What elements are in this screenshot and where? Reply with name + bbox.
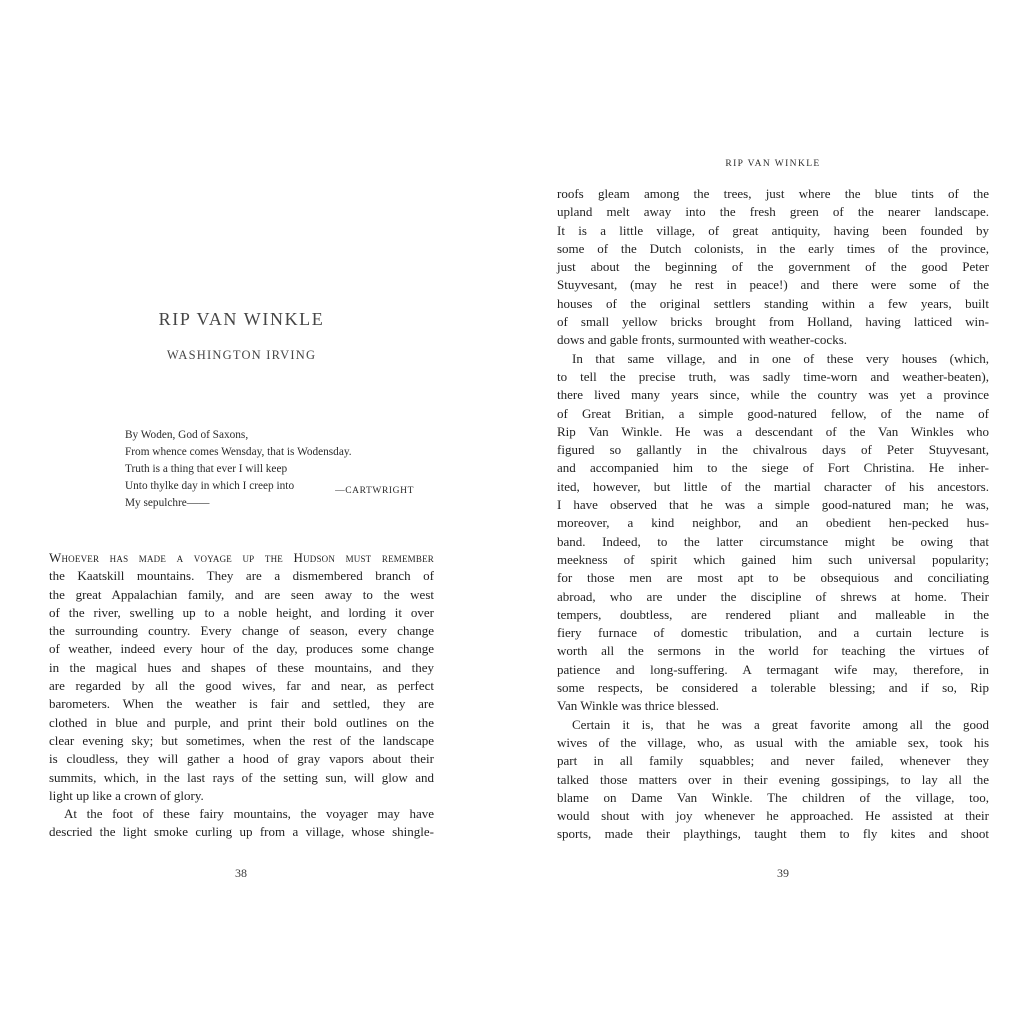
text-line: some of the Dutch colonists, in the early times of the province,: [557, 240, 989, 256]
text-line: to tell the precise truth, was sadly time-worn and weather-beaten),: [557, 368, 989, 384]
text-line: band. Indeed, to the latter circumstance might be owing that: [557, 533, 989, 549]
text-line: houses of the original settlers standing within a few years, built: [557, 295, 989, 311]
text-line: In that same village, and in one of these very houses (which,: [572, 350, 989, 366]
text-line: of small yellow bricks brought from Holland, having latticed win-: [557, 314, 989, 330]
text-line: of the river, swelling up to a noble height, and lording it over: [49, 604, 434, 620]
text-line: the Kaatskill mountains. They are a dismembered branch of: [49, 568, 434, 584]
epigraph-line: From whence comes Wensday, that is Wodensday.: [125, 446, 352, 458]
epigraph-line: My sepulchre——: [125, 497, 210, 509]
running-head: RIP VAN WINKLE: [725, 159, 821, 169]
text-line: descried the light smoke curling up from a village, whose shingle-: [49, 824, 434, 840]
epigraph: [125, 427, 425, 512]
text-line: is cloudless, they will gather a hood of gray vapors about their: [49, 751, 434, 767]
story-title: RIP VAN WINKLE: [158, 309, 325, 329]
epigraph-line: Unto thylke day in which I creep into: [125, 480, 295, 492]
text-line: for those men are most apt to be obsequious and conciliating: [557, 570, 989, 586]
text-line: fiery furnace of domestic tribulation, and a curtain lecture is: [557, 625, 989, 641]
text-line: the surrounding country. Every change of season, every change: [49, 623, 434, 639]
text-line: patience and long-suffering. A termagant wife may, therefore, in: [557, 661, 989, 677]
page-number: 39: [777, 866, 789, 880]
text-line: Stuyvesant, (may he rest in peace!) and there were some of the: [557, 277, 989, 293]
text-line: tempers, doubtless, are rendered pliant and malleable in the: [557, 606, 989, 622]
right-body-text: [557, 185, 989, 844]
text-line: ited, however, but little of the martial character of his ancestors.: [557, 478, 989, 494]
text-line: roofs gleam among the trees, just where the blue tints of the: [557, 186, 989, 201]
text-line: light up like a crown of glory.: [49, 787, 204, 803]
text-line: the great Appalachian family, and are seen away to the west: [49, 586, 434, 602]
right-page: [512, 0, 1024, 1024]
text-line: sports, made their playthings, taught them to fly kites and shoot: [557, 826, 989, 842]
text-line: Van Winkle was thrice blessed.: [557, 698, 720, 714]
text-line: some respects, be considered a tolerable blessing; and if so, Rip: [557, 680, 989, 696]
author-name: WASHINGTON IRVING: [166, 348, 317, 362]
text-line: moreover, a kind neighbor, and an obedient hen-pecked hus-: [557, 515, 989, 531]
epigraph-attribution: —CARTWRIGHT: [335, 486, 414, 496]
left-body-text: [49, 549, 434, 842]
text-line: At the foot of these fairy mountains, the voyager may have: [64, 806, 434, 822]
text-line: in the magical hues and shapes of these mountains, and they: [49, 659, 434, 675]
text-line: would shout with joy whenever he approached. He assisted at their: [557, 808, 989, 824]
text-line: talked those matters over in their evening gossipings, to lay all the: [557, 771, 989, 787]
text-line: dows and gable fronts, surmounted with weather-cocks.: [557, 332, 847, 348]
text-line: I have observed that he was a simple good-natured man; he was,: [557, 497, 989, 513]
text-line: blame on Dame Van Winkle. The children of the village, too,: [557, 789, 989, 805]
text-line: meekness of spirit which gained him such universal popularity;: [557, 551, 989, 567]
text-line: are regarded by all the good wives, far and near, as perfect: [49, 678, 434, 694]
text-line: worth all the sermons in the world for teaching the virtues of: [557, 643, 989, 659]
text-line: and accompanied him to the siege of Fort Christina. He inher-: [557, 460, 989, 476]
page-number: 38: [235, 866, 247, 880]
text-line: clothed in blue and purple, and print their bold outlines on the: [49, 714, 434, 730]
text-line: wives of the village, who, as usual with the amiable sex, took his: [557, 734, 989, 750]
text-line: abroad, who are under the discipline of shrews at home. Their: [557, 588, 989, 604]
text-line: It is a little village, of great antiquity, having been founded by: [557, 222, 989, 238]
lead-in-line: Whoever has made a voyage up the Hudson must remember: [49, 550, 434, 565]
text-line: part in all family squabbles; and never failed, whenever they: [557, 753, 989, 769]
text-line: of weather, indeed every hour of the day, produces some change: [49, 641, 434, 657]
text-line: Certain it is, that he was a great favorite among all the good: [572, 716, 989, 732]
epigraph-line: By Woden, God of Saxons,: [125, 429, 249, 441]
text-line: barometers. When the weather is fair and settled, they are: [49, 696, 434, 712]
epigraph-line: Truth is a thing that ever I will keep: [125, 463, 288, 475]
text-line: just about the beginning of the government of the good Peter: [557, 259, 989, 275]
text-line: there lived many years since, while the country was yet a province: [557, 387, 989, 403]
text-line: Rip Van Winkle. He was a descendant of the Van Winkles who: [557, 423, 989, 439]
text-line: of Great Britian, a simple good-natured fellow, of the name of: [557, 405, 989, 421]
text-line: summits, which, in the last rays of the setting sun, will glow and: [49, 769, 434, 785]
text-line: clear evening sky; but sometimes, when the rest of the landscape: [49, 732, 434, 748]
text-line: upland melt away into the fresh green of the nearer landscape.: [557, 204, 989, 220]
text-line: figured so gallantly in the chivalrous days of Peter Stuyvesant,: [557, 442, 989, 458]
